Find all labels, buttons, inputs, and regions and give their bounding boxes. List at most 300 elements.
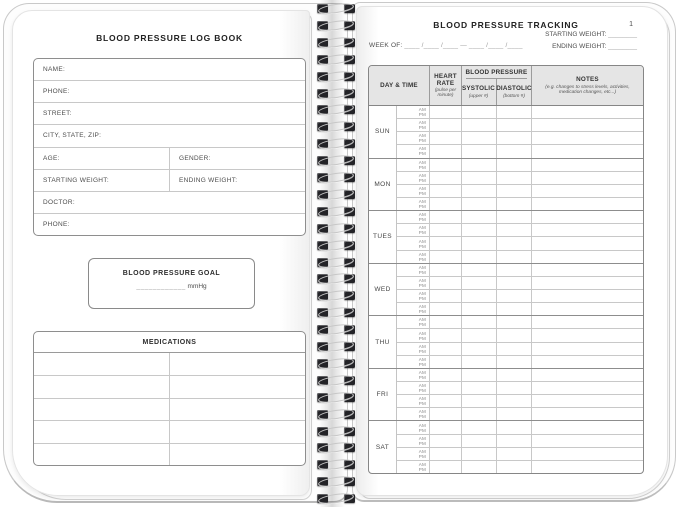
notes-cell — [532, 395, 643, 407]
notes-cell — [532, 382, 643, 394]
systolic-cell — [462, 224, 497, 236]
pm-label: PM — [418, 296, 426, 302]
time-cell — [397, 198, 430, 210]
heart-rate-cell — [430, 290, 462, 302]
header-bp-subcolumns — [462, 79, 532, 105]
am-label: AM — [418, 172, 426, 178]
header-notes-label: NOTES — [576, 76, 599, 84]
header-blood-pressure — [466, 66, 528, 79]
am-label: AM — [418, 369, 426, 375]
notes-cell — [532, 329, 643, 341]
header-notes — [532, 66, 643, 105]
spiral-coil — [303, 136, 361, 151]
info-field-label: PHONE: — [43, 220, 70, 228]
time-cell — [397, 237, 430, 249]
spiral-coil — [303, 305, 361, 320]
heart-rate-cell — [430, 211, 462, 223]
systolic-cell — [462, 421, 497, 433]
systolic-cell — [462, 290, 497, 302]
heart-rate-cell — [430, 172, 462, 184]
diastolic-cell — [497, 356, 532, 368]
pm-label: PM — [418, 256, 426, 262]
heart-rate-cell — [430, 185, 462, 197]
heart-rate-cell — [430, 356, 462, 368]
diastolic-cell — [497, 303, 532, 315]
spiral-coil — [303, 221, 361, 236]
time-cell — [397, 251, 430, 263]
spiral-coil — [303, 52, 361, 67]
notes-cell — [532, 198, 643, 210]
spiral-coil — [303, 407, 361, 422]
heart-rate-cell — [430, 461, 462, 473]
diastolic-cell — [497, 185, 532, 197]
spiral-coil — [303, 373, 361, 388]
time-cell — [397, 408, 430, 420]
time-cell — [397, 145, 430, 157]
diastolic-cell — [497, 461, 532, 473]
notes-cell — [532, 448, 643, 460]
day-label: WED — [369, 264, 397, 316]
diastolic-cell — [497, 237, 532, 249]
entry-row — [397, 106, 643, 119]
day-subrows — [397, 106, 643, 158]
entry-row — [397, 448, 643, 461]
header-systolic-label: SYSTOLIC — [462, 85, 495, 93]
systolic-cell — [462, 277, 497, 289]
header-heart-rate-label: HEART RATE — [434, 72, 457, 87]
am-label: AM — [418, 383, 426, 389]
info-field-label: DOCTOR: — [43, 198, 75, 206]
systolic-cell — [462, 356, 497, 368]
am-label: AM — [418, 343, 426, 349]
am-label: AM — [418, 277, 426, 283]
medications-grid — [34, 353, 305, 465]
spiral-coil — [303, 18, 361, 33]
pm-label: PM — [418, 335, 426, 341]
pm-label: PM — [418, 125, 426, 131]
spiral-coil — [303, 238, 361, 253]
notes-cell — [532, 303, 643, 315]
pm-label: PM — [418, 217, 426, 223]
systolic-cell — [462, 448, 497, 460]
entry-row — [397, 408, 643, 420]
spiral-coil — [303, 271, 361, 286]
notes-cell — [532, 277, 643, 289]
systolic-cell — [462, 461, 497, 473]
am-label: AM — [418, 356, 426, 362]
day-row-group — [369, 421, 643, 473]
time-cell — [397, 395, 430, 407]
spiral-coil — [303, 170, 361, 185]
spiral-coil — [303, 69, 361, 84]
entry-row — [397, 132, 643, 145]
day-label: MON — [369, 159, 397, 211]
systolic-cell — [462, 119, 497, 131]
medication-entry-cell — [170, 398, 306, 420]
am-label: AM — [418, 435, 426, 441]
starting-weight-blank: ________ — [608, 31, 637, 38]
time-cell — [397, 461, 430, 473]
heart-rate-cell — [430, 224, 462, 236]
entry-row — [397, 237, 643, 250]
header-blood-pressure-group — [462, 66, 532, 105]
diastolic-cell — [497, 159, 532, 171]
info-field-label: AGE: — [43, 154, 60, 162]
entry-row — [397, 264, 643, 277]
systolic-cell — [462, 211, 497, 223]
notes-cell — [532, 251, 643, 263]
notes-cell — [532, 369, 643, 381]
info-field-row — [34, 170, 305, 192]
am-label: AM — [418, 304, 426, 310]
pm-label: PM — [418, 204, 426, 210]
bp-goal-entry-line — [89, 283, 254, 290]
pm-label: PM — [418, 388, 426, 394]
diastolic-cell — [497, 329, 532, 341]
spiral-coil — [303, 322, 361, 337]
medication-entry-cell — [170, 353, 306, 375]
pm-label: PM — [418, 374, 426, 380]
info-field-row — [34, 125, 305, 147]
spiral-coil — [303, 288, 361, 303]
info-field-row — [34, 192, 305, 214]
systolic-cell — [462, 264, 497, 276]
diastolic-cell — [497, 316, 532, 328]
pm-label: PM — [418, 112, 426, 118]
spiral-coil — [303, 187, 361, 202]
spiral-coil — [303, 474, 361, 489]
heart-rate-cell — [430, 251, 462, 263]
header-day-time — [369, 66, 430, 105]
spiral-coil — [303, 390, 361, 405]
time-cell — [397, 290, 430, 302]
am-label: AM — [418, 159, 426, 165]
pm-label: PM — [418, 177, 426, 183]
notes-cell — [532, 356, 643, 368]
entry-row — [397, 251, 643, 263]
day-label: SAT — [369, 421, 397, 473]
header-day-time-label: DAY & TIME — [380, 82, 418, 89]
diastolic-cell — [497, 251, 532, 263]
medication-entry-cell — [34, 398, 170, 420]
systolic-cell — [462, 343, 497, 355]
heart-rate-cell — [430, 145, 462, 157]
notes-cell — [532, 290, 643, 302]
header-notes-sub: (e.g. changes to stress levels, activities, medication changes, etc...) — [545, 84, 630, 95]
info-field-label: PHONE: — [43, 88, 70, 96]
weights-block — [545, 31, 637, 55]
am-label: AM — [418, 264, 426, 270]
diastolic-cell — [497, 382, 532, 394]
day-row-group — [369, 316, 643, 369]
info-field-row — [34, 103, 305, 125]
entry-row — [397, 224, 643, 237]
am-label: AM — [418, 185, 426, 191]
heart-rate-cell — [430, 435, 462, 447]
systolic-cell — [462, 185, 497, 197]
day-subrows — [397, 159, 643, 211]
time-cell — [397, 421, 430, 433]
header-systolic — [462, 79, 497, 105]
diastolic-cell — [497, 290, 532, 302]
day-row-group — [369, 211, 643, 264]
notes-cell — [532, 119, 643, 131]
bp-goal-box — [88, 258, 255, 309]
diastolic-cell — [497, 132, 532, 144]
diastolic-cell — [497, 198, 532, 210]
notes-cell — [532, 264, 643, 276]
header-blood-pressure-label: BLOOD PRESSURE — [465, 68, 528, 76]
diastolic-cell — [497, 408, 532, 420]
spiral-coil — [303, 424, 361, 439]
info-field-label: STARTING WEIGHT: — [43, 176, 109, 184]
header-heart-rate — [430, 66, 462, 105]
heart-rate-cell — [430, 316, 462, 328]
notes-cell — [532, 145, 643, 157]
notes-cell — [532, 237, 643, 249]
info-field-row — [34, 214, 305, 235]
spiral-coil — [303, 153, 361, 168]
info-field-row — [34, 81, 305, 103]
systolic-cell — [462, 329, 497, 341]
diastolic-cell — [497, 172, 532, 184]
entry-row — [397, 290, 643, 303]
am-label: AM — [418, 422, 426, 428]
spiral-coil — [303, 119, 361, 134]
systolic-cell — [462, 435, 497, 447]
bp-goal-blank: ____________ — [136, 283, 186, 290]
time-cell — [397, 316, 430, 328]
pm-label: PM — [418, 348, 426, 354]
medications-box — [33, 331, 306, 466]
info-field-label: GENDER: — [169, 148, 305, 169]
systolic-cell — [462, 198, 497, 210]
pm-label: PM — [418, 361, 426, 367]
am-label: AM — [418, 107, 426, 113]
systolic-cell — [462, 382, 497, 394]
spiral-coil — [303, 356, 361, 371]
pm-label: PM — [418, 466, 426, 472]
spiral-coil — [303, 204, 361, 219]
spiral-coil — [303, 102, 361, 117]
systolic-cell — [462, 132, 497, 144]
systolic-cell — [462, 395, 497, 407]
time-cell — [397, 369, 430, 381]
personal-info-box — [33, 58, 306, 236]
am-label: AM — [418, 409, 426, 415]
entry-row — [397, 198, 643, 210]
pm-label: PM — [418, 440, 426, 446]
day-subrows — [397, 316, 643, 368]
heart-rate-cell — [430, 237, 462, 249]
notes-cell — [532, 461, 643, 473]
info-field-label: NAME: — [43, 66, 66, 74]
time-cell — [397, 119, 430, 131]
systolic-cell — [462, 408, 497, 420]
spiral-coil — [303, 1, 361, 16]
am-label: AM — [418, 330, 426, 336]
diastolic-cell — [497, 369, 532, 381]
heart-rate-cell — [430, 277, 462, 289]
diastolic-cell — [497, 106, 532, 118]
pm-label: PM — [418, 243, 426, 249]
notes-cell — [532, 435, 643, 447]
day-row-group — [369, 369, 643, 422]
diastolic-cell — [497, 421, 532, 433]
entry-row — [397, 329, 643, 342]
spiral-binding — [303, 0, 361, 507]
time-cell — [397, 277, 430, 289]
entry-row — [397, 185, 643, 198]
notes-cell — [532, 159, 643, 171]
ending-weight-line — [545, 43, 637, 50]
header-diastolic — [497, 79, 532, 105]
systolic-cell — [462, 172, 497, 184]
time-cell — [397, 435, 430, 447]
entry-row — [397, 461, 643, 473]
medication-entry-cell — [170, 375, 306, 397]
systolic-cell — [462, 369, 497, 381]
day-subrows — [397, 369, 643, 421]
heart-rate-cell — [430, 448, 462, 460]
info-field-label: STREET: — [43, 110, 72, 118]
medication-entry-cell — [170, 420, 306, 442]
entry-row — [397, 369, 643, 382]
notes-cell — [532, 224, 643, 236]
am-label: AM — [418, 146, 426, 152]
diastolic-cell — [497, 145, 532, 157]
day-label: FRI — [369, 369, 397, 421]
pm-label: PM — [418, 322, 426, 328]
time-cell — [397, 185, 430, 197]
am-label: AM — [418, 120, 426, 126]
day-row-group — [369, 159, 643, 212]
systolic-cell — [462, 159, 497, 171]
pm-label: PM — [418, 401, 426, 407]
pm-label: PM — [418, 282, 426, 288]
pm-label: PM — [418, 427, 426, 433]
am-label: AM — [418, 212, 426, 218]
info-field-label: ENDING WEIGHT: — [169, 170, 305, 191]
right-page-title: BLOOD PRESSURE TRACKING — [433, 20, 579, 30]
notes-cell — [532, 211, 643, 223]
entry-row — [397, 145, 643, 157]
medication-entry-cell — [34, 375, 170, 397]
week-of-line — [369, 42, 523, 49]
time-cell — [397, 382, 430, 394]
entry-row — [397, 343, 643, 356]
heart-rate-cell — [430, 382, 462, 394]
day-subrows — [397, 421, 643, 473]
day-label: TUES — [369, 211, 397, 263]
am-label: AM — [418, 225, 426, 231]
diastolic-cell — [497, 119, 532, 131]
entry-row — [397, 382, 643, 395]
medication-entry-cell — [34, 420, 170, 442]
time-cell — [397, 343, 430, 355]
time-cell — [397, 264, 430, 276]
heart-rate-cell — [430, 343, 462, 355]
time-cell — [397, 448, 430, 460]
entry-row — [397, 159, 643, 172]
heart-rate-cell — [430, 408, 462, 420]
spiral-coil — [303, 440, 361, 455]
page-number: 1 — [629, 21, 633, 28]
entry-row — [397, 316, 643, 329]
week-of-label: WEEK OF: — [369, 42, 403, 49]
tracking-table-header — [369, 66, 643, 106]
am-label: AM — [418, 461, 426, 467]
time-cell — [397, 303, 430, 315]
info-field-row — [34, 148, 305, 170]
am-label: AM — [418, 251, 426, 257]
notes-cell — [532, 185, 643, 197]
notes-cell — [532, 343, 643, 355]
systolic-cell — [462, 316, 497, 328]
heart-rate-cell — [430, 395, 462, 407]
pm-label: PM — [418, 164, 426, 170]
pm-label: PM — [418, 453, 426, 459]
notes-cell — [532, 316, 643, 328]
bp-goal-title: BLOOD PRESSURE GOAL — [122, 270, 221, 277]
systolic-cell — [462, 237, 497, 249]
am-label: AM — [418, 317, 426, 323]
info-field-label: CITY, STATE, ZIP: — [43, 132, 102, 140]
heart-rate-cell — [430, 119, 462, 131]
time-cell — [397, 329, 430, 341]
am-label: AM — [418, 448, 426, 454]
day-label: THU — [369, 316, 397, 368]
pm-label: PM — [418, 151, 426, 157]
diastolic-cell — [497, 264, 532, 276]
heart-rate-cell — [430, 198, 462, 210]
systolic-cell — [462, 145, 497, 157]
heart-rate-cell — [430, 329, 462, 341]
heart-rate-cell — [430, 421, 462, 433]
am-label: AM — [418, 396, 426, 402]
time-cell — [397, 172, 430, 184]
entry-row — [397, 172, 643, 185]
pm-label: PM — [418, 309, 426, 315]
spiral-coil — [303, 339, 361, 354]
bp-goal-unit: mmHg — [187, 283, 207, 290]
medication-entry-cell — [34, 353, 170, 375]
starting-weight-label: STARTING WEIGHT: — [545, 31, 607, 38]
systolic-cell — [462, 303, 497, 315]
diastolic-cell — [497, 435, 532, 447]
day-row-group — [369, 264, 643, 317]
time-cell — [397, 211, 430, 223]
entry-row — [397, 119, 643, 132]
notes-cell — [532, 106, 643, 118]
systolic-cell — [462, 106, 497, 118]
am-label: AM — [418, 133, 426, 139]
time-cell — [397, 132, 430, 144]
medication-entry-cell — [170, 443, 306, 465]
entry-row — [397, 421, 643, 434]
tracking-table-body — [369, 106, 643, 473]
notes-cell — [532, 132, 643, 144]
diastolic-cell — [497, 395, 532, 407]
heart-rate-cell — [430, 132, 462, 144]
entry-row — [397, 277, 643, 290]
notes-cell — [532, 421, 643, 433]
pm-label: PM — [418, 230, 426, 236]
starting-weight-line — [545, 31, 637, 38]
diastolic-cell — [497, 448, 532, 460]
medications-title: MEDICATIONS — [34, 332, 305, 353]
right-page — [356, 6, 668, 496]
